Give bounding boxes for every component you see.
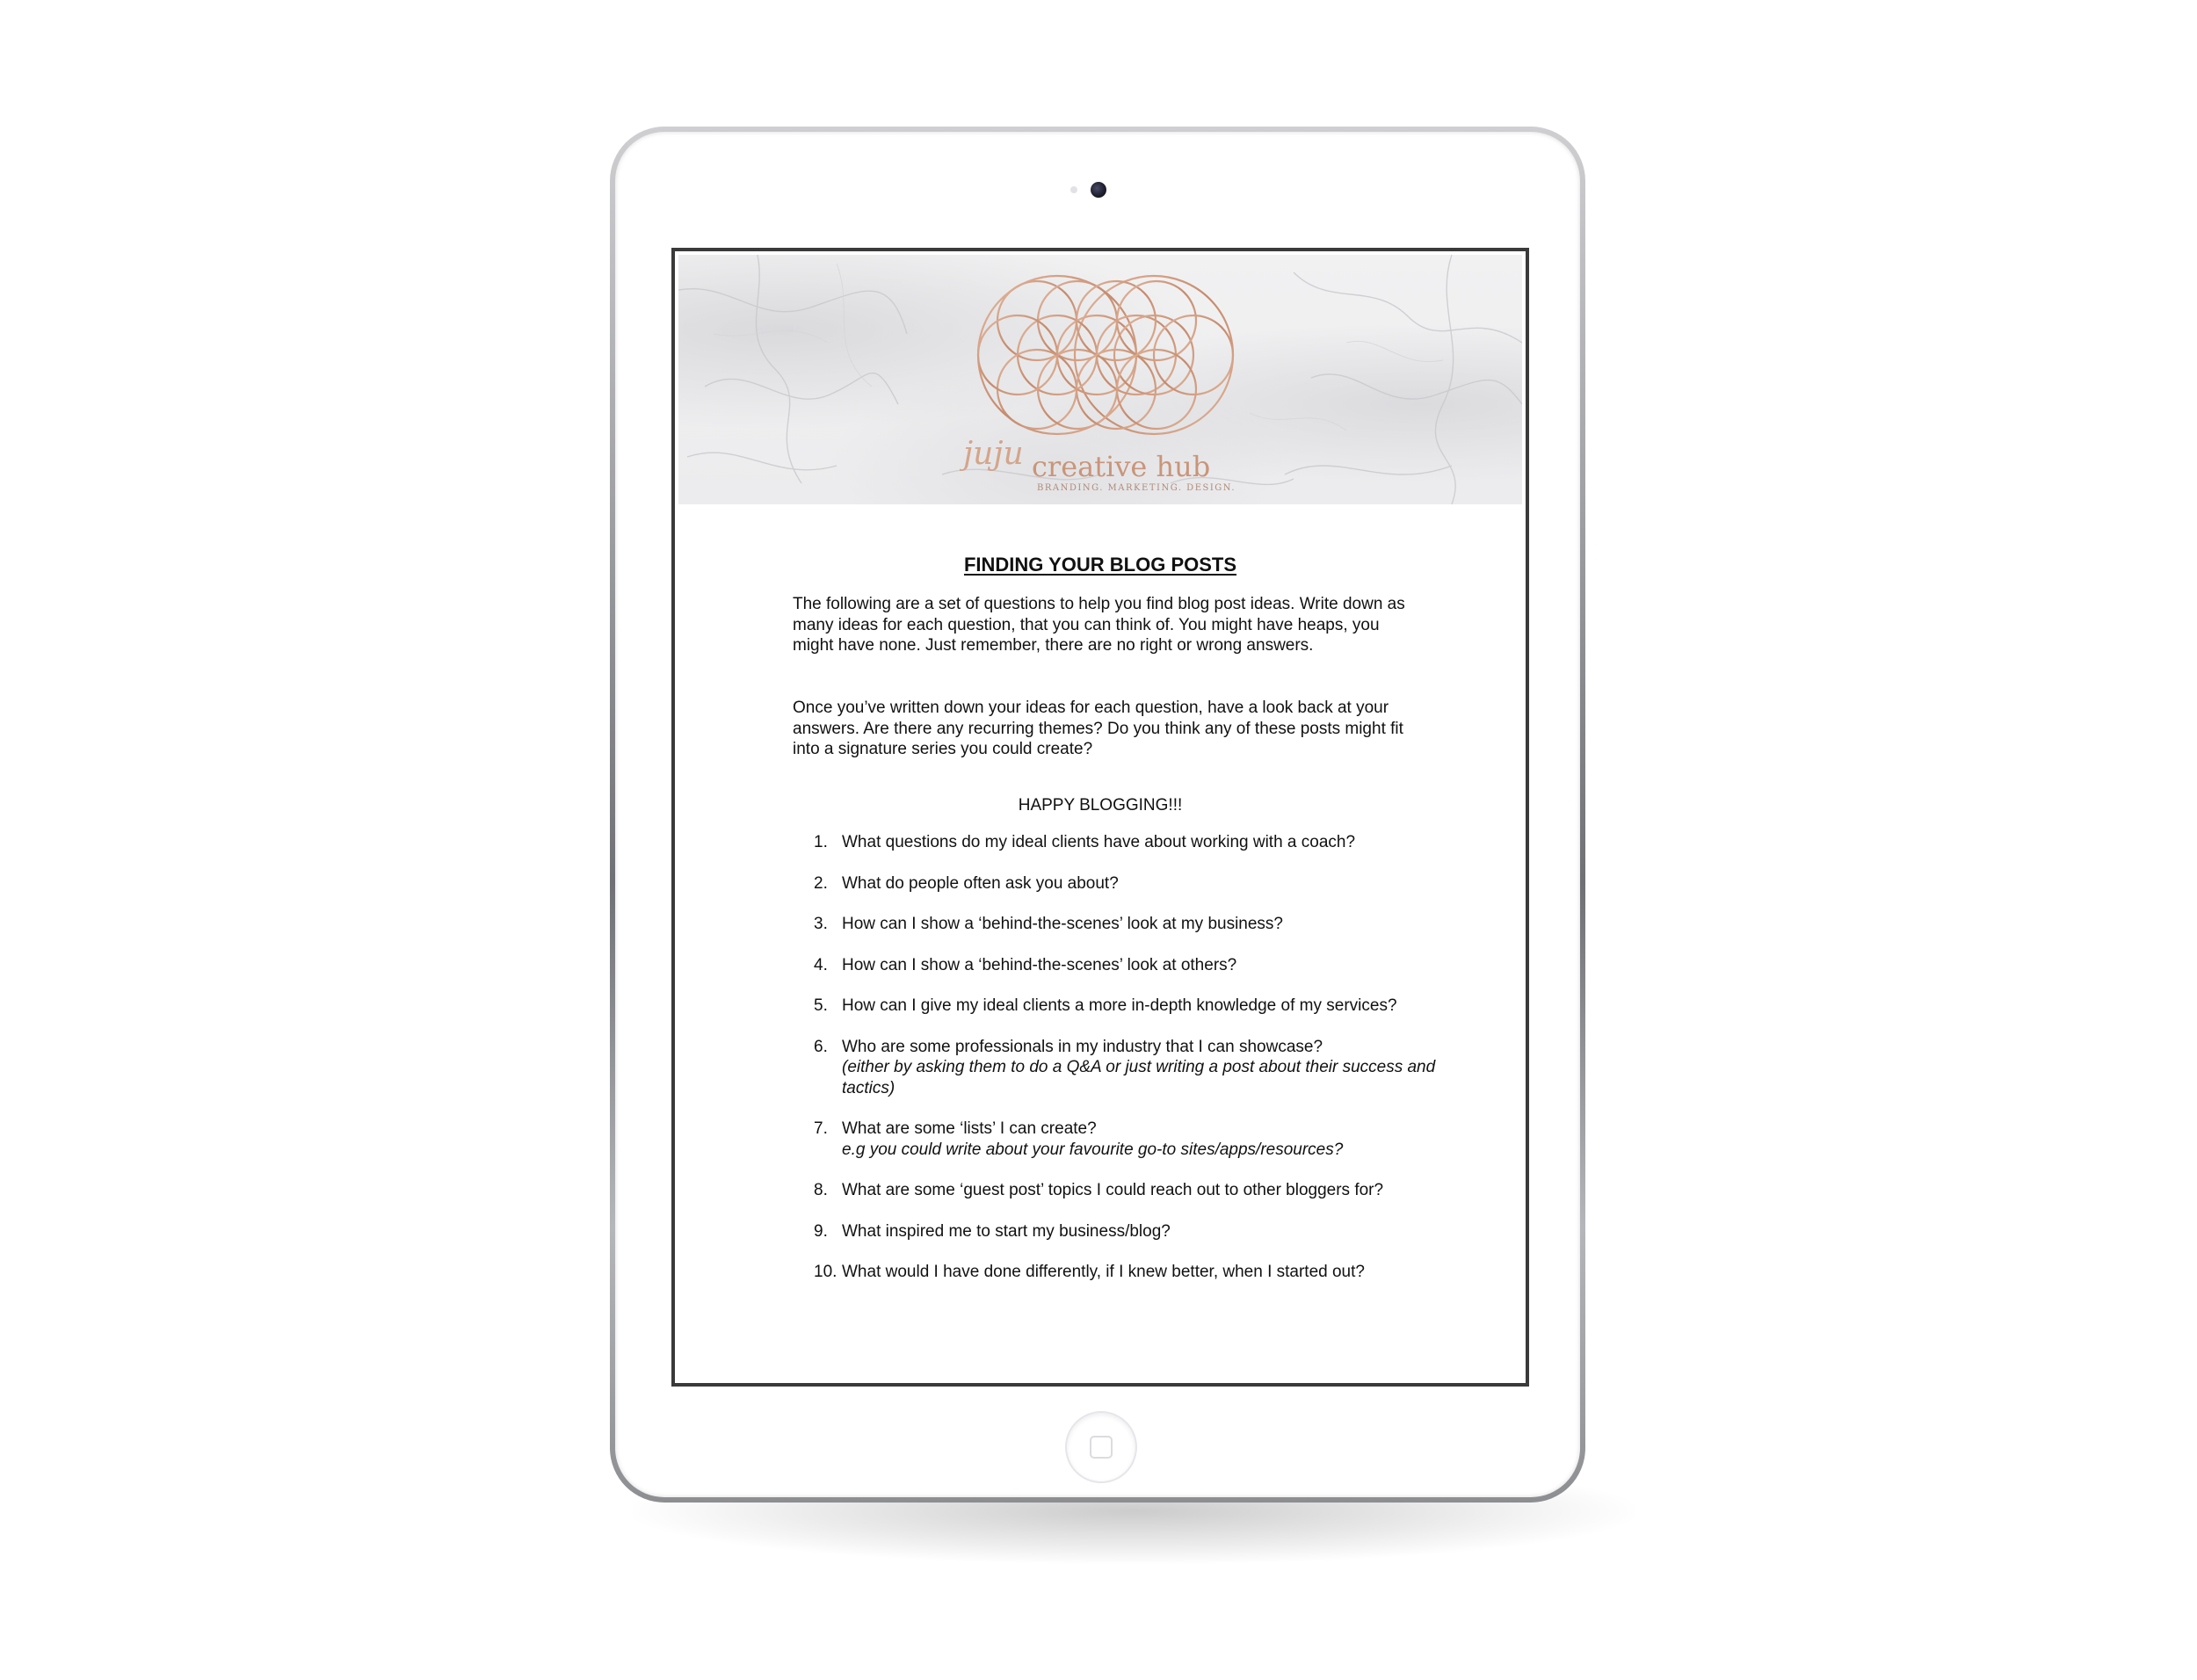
logo-script-text: juju bbox=[963, 436, 1024, 472]
list-item bbox=[816, 1180, 1448, 1201]
question-text: How can I show a ‘behind-the-scenes’ look at my business? bbox=[842, 915, 1283, 933]
question-note: e.g you could write about your favourite go-to sites/apps/resources? bbox=[842, 1140, 1344, 1159]
light-sensor-icon bbox=[1070, 186, 1077, 193]
list-item bbox=[816, 1119, 1448, 1160]
question-text: What are some ‘lists’ I can create? bbox=[842, 1119, 1097, 1138]
question-text: How can I show a ‘behind-the-scenes’ look at others? bbox=[842, 955, 1237, 974]
question-text: How can I give my ideal clients a more in-depth knowledge of my services? bbox=[842, 996, 1397, 1015]
document-title: FINDING YOUR BLOG POSTS bbox=[963, 554, 1237, 576]
list-number: 3. bbox=[814, 915, 828, 933]
logo-tagline-text: BRANDING. MARKETING. DESIGN. bbox=[1037, 483, 1236, 493]
instructions-paragraph: Once you’ve written down your ideas for each question, have a look back at your answers. Are there any recurring themes? Do you think any of these posts might fit into a signature series you could create? bbox=[793, 699, 1403, 758]
list-item bbox=[816, 1262, 1448, 1283]
list-number: 2. bbox=[814, 873, 828, 893]
question-list bbox=[816, 832, 1448, 1303]
intro-paragraph: The following are a set of questions to help you find blog post ideas. Write down as many ideas for each question, that you can think of. You might have heaps, you might have none. Just remember, there are no right or wrong answers. bbox=[793, 595, 1405, 655]
flower-of-life-logo-icon bbox=[974, 258, 1237, 443]
list-number: 6. bbox=[814, 1037, 828, 1056]
list-number: 7. bbox=[814, 1119, 828, 1138]
question-text: Who are some professionals in my industry that I can showcase? bbox=[842, 1037, 1323, 1056]
header-banner bbox=[678, 255, 1522, 504]
list-item bbox=[816, 955, 1448, 976]
list-number: 4. bbox=[814, 955, 828, 974]
home-button-icon bbox=[1090, 1436, 1113, 1459]
list-number: 1. bbox=[814, 833, 828, 851]
question-text: What questions do my ideal clients have about working with a coach? bbox=[842, 833, 1356, 851]
question-note: (either by asking them to do a Q&A or just writing a post about their success and tactics) bbox=[842, 1058, 1436, 1097]
list-item bbox=[816, 996, 1448, 1017]
camera-icon bbox=[1091, 182, 1106, 198]
closing-line: HAPPY BLOGGING!!! bbox=[1018, 796, 1183, 815]
list-number: 8. bbox=[814, 1181, 828, 1199]
question-text: What do people often ask you about? bbox=[842, 873, 1119, 893]
list-item bbox=[816, 1037, 1448, 1099]
logo-name-text: creative hub bbox=[1032, 450, 1211, 483]
question-text: What are some ‘guest post’ topics I could reach out to other bloggers for? bbox=[842, 1181, 1384, 1199]
list-number: 9. bbox=[814, 1221, 828, 1241]
tablet-screen bbox=[671, 248, 1529, 1387]
list-item bbox=[816, 914, 1448, 935]
list-item bbox=[816, 1221, 1448, 1242]
brand-wordmark bbox=[960, 427, 1241, 497]
list-number: 5. bbox=[814, 996, 828, 1015]
question-text: What would I have done differently, if I knew better, when I started out? bbox=[842, 1263, 1365, 1281]
list-number: 10. bbox=[814, 1263, 837, 1281]
question-text: What inspired me to start my business/blog? bbox=[842, 1221, 1171, 1241]
home-button[interactable] bbox=[1065, 1411, 1137, 1483]
list-item bbox=[816, 873, 1448, 894]
list-item bbox=[816, 832, 1448, 853]
